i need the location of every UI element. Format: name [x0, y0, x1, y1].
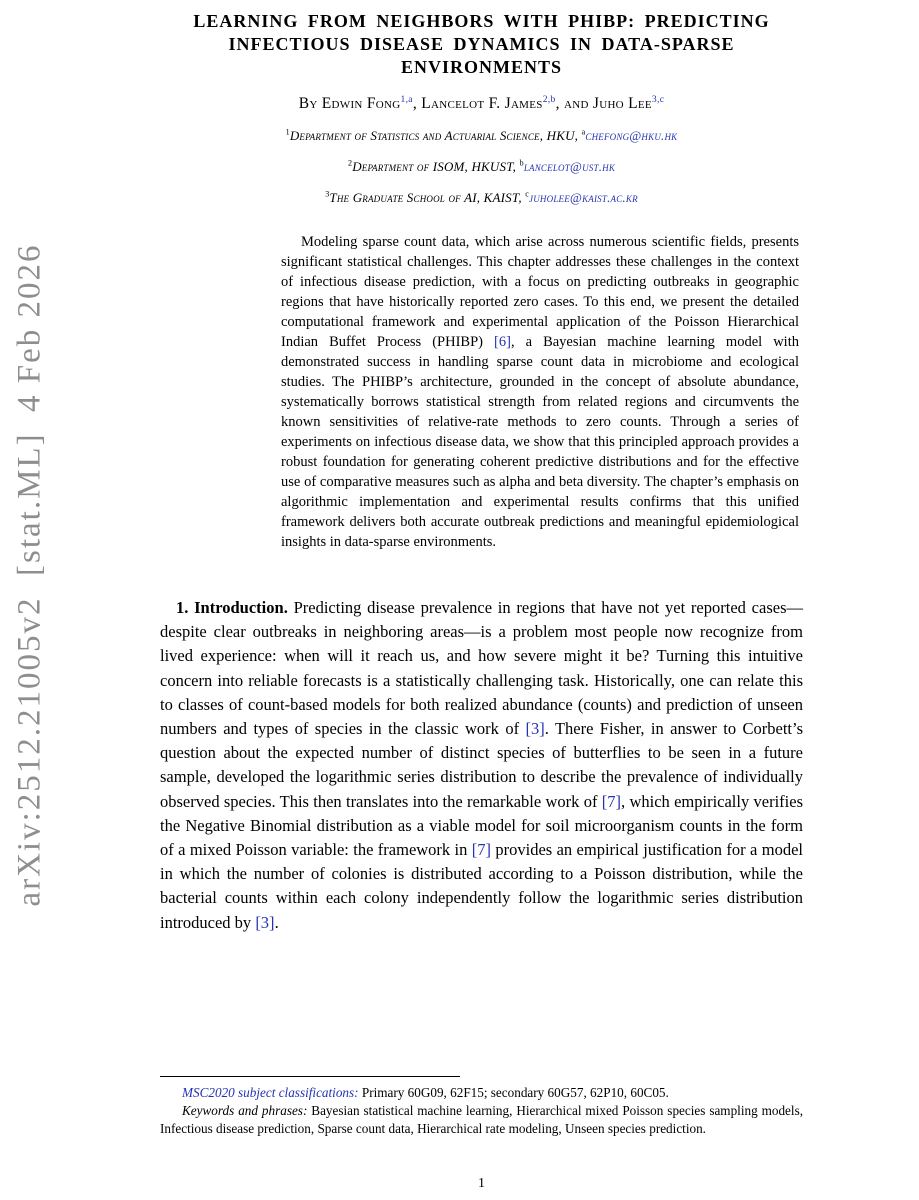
- author-marker-link[interactable]: 3,c: [651, 93, 665, 105]
- paper-title-line: INFECTIOUS DISEASE DYNAMICS IN DATA-SPARSE: [228, 34, 735, 54]
- email-link[interactable]: chefong@hku.hk: [585, 128, 678, 143]
- body-text: , which empirically verifies the Negative Binomial distribution as a viable model for soil microorganism counts in the form of a mixed Poisson variable: the framework in: [160, 791, 803, 860]
- email-marker: b: [519, 158, 524, 168]
- paper-title-line: LEARNING FROM NEIGHBORS WITH PHIBP: PREDICTING: [193, 11, 770, 31]
- msc-classification-link[interactable]: MSC2020 subject classifications:: [182, 1085, 359, 1100]
- author-name: , Lancelot F. James: [412, 95, 543, 112]
- affiliation-2: [160, 159, 803, 175]
- keywords-label: Keywords and phrases:: [182, 1103, 308, 1118]
- body-text: provides an empirical justification for a model in which the number of colonies is distributed according to a Poisson distribution, while the bacterial counts within each colony independently follow the logarithmic series distribution introduced by: [160, 840, 803, 932]
- introduction-paragraph: [160, 596, 803, 935]
- paper-content: [160, 0, 803, 935]
- affiliation-marker: 1: [285, 127, 290, 137]
- email-marker: c: [525, 189, 530, 199]
- footnotes-block: [160, 1076, 803, 1138]
- paper-title-line: ENVIRONMENTS: [400, 57, 563, 77]
- body-text: . There Fisher, in answer to Corbett’s question about the expected number of distinct species of butterflies to be seen in a future sample, developed the logarithmic series distribution to describe the prevalence of individually observed species. This then translates into the remarkable work of: [160, 719, 804, 811]
- affiliation-marker: 2: [347, 158, 353, 168]
- body-text: .: [274, 912, 279, 932]
- author-name: , and Juho Lee: [555, 95, 652, 112]
- footnote-msc: [160, 1084, 803, 1102]
- affiliation-marker: 3: [325, 189, 330, 199]
- citation-link-3[interactable]: [3]: [255, 912, 275, 932]
- affiliation-text: The Graduate School of AI, KAIST,: [329, 190, 526, 205]
- section-heading: 1. Introduction.: [176, 598, 288, 617]
- paper-title: [160, 10, 803, 79]
- affiliation-3: [160, 190, 803, 206]
- footnote-rule: [160, 1076, 460, 1077]
- authors-line: [160, 95, 803, 113]
- author-marker-link[interactable]: 1,a: [400, 93, 413, 105]
- email-link[interactable]: lancelot@ust.hk: [523, 159, 616, 174]
- affiliation-text: Department of Statistics and Actuarial Science, HKU,: [289, 128, 582, 143]
- author-name: By Edwin Fong: [298, 95, 401, 112]
- affiliation-1: [160, 128, 803, 144]
- citation-link-7[interactable]: [7]: [471, 840, 492, 860]
- abstract-paragraph: [281, 232, 799, 552]
- citation-link-7[interactable]: [7]: [601, 791, 622, 811]
- footnote-keywords: [160, 1102, 803, 1138]
- arxiv-watermark: arXiv:2512.21005v2 [stat.ML] 4 Feb 2026: [11, 243, 48, 907]
- abstract-text: Modeling sparse count data, which arise across numerous scientific fields, presents significant statistical challenges. This chapter addresses these challenges in the context of infectious disease prediction, with a focus on predicting outbreaks in geographic regions that have historically reported zero cases. To this end, we present the detailed computational framework and experimental application of the Poisson Hierarchical Indian Buffet Process (PHIBP): [281, 234, 799, 350]
- affiliation-text: Department of ISOM, HKUST,: [352, 159, 520, 174]
- body-text: Predicting disease prevalence in regions that have not yet reported cases—despite clear outbreaks in neighboring areas—is a problem most people now recognize from lived experience: when will it reach us, and how severe might it be? Turning this intuitive concern into reliable forecasts is a statistically challenging task. Historically, one can relate this to classes of count-based models for both realized abundance (counts) and prediction of unseen numbers and types of species in the classic work of: [160, 598, 803, 739]
- keywords-text: Bayesian statistical machine learning, Hierarchical mixed Poisson species sampling models, Infectious disease prediction, Sparse count data, Hierarchical rate modeling, Unseen species prediction.: [160, 1103, 804, 1136]
- page-number: 1: [478, 1176, 485, 1191]
- author-marker-link[interactable]: 2,b: [542, 93, 556, 105]
- abstract-text: , a Bayesian machine learning model with demonstrated success in handling sparse count data in microbiome and ecological studies. The PHIBP’s architecture, grounded in the concept of absolute abundance, systematically borrows statistical strength from related regions and circumvents the known sensitivities of relative-rate methods to zero counts. Through a series of experiments on infectious disease data, we show that this principled approach provides a robust foundation for generating coherent predictive distributions and for the effective use of comparative measures such as alpha and beta diversity. The chapter’s emphasis on algorithmic implementation and experimental results confirms that this unified framework delivers both accurate outbreak predictions and meaningful epidemiological insights in data-sparse environments.: [281, 334, 799, 550]
- msc-text: Primary 60G09, 62F15; secondary 60G57, 62P10, 60C05.: [358, 1085, 669, 1100]
- citation-link-6[interactable]: [6]: [494, 334, 511, 350]
- citation-link-3[interactable]: [3]: [525, 719, 545, 739]
- email-marker: a: [581, 127, 586, 137]
- email-link[interactable]: juholee@kaist.ac.kr: [529, 190, 638, 205]
